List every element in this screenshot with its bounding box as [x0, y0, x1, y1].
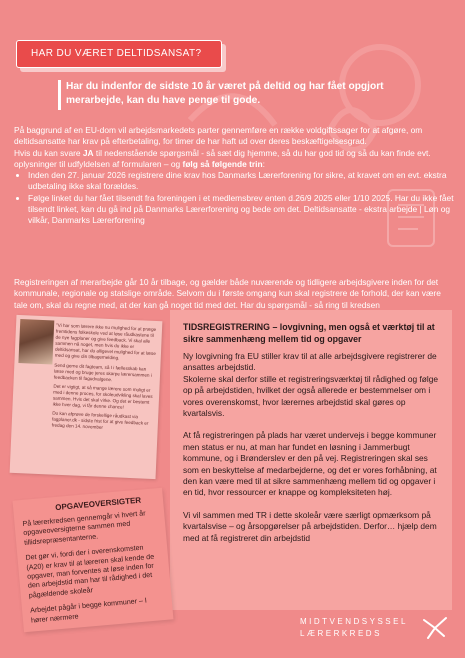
opgaveoversigter-title: OPGAVEOVERSIGTER: [54, 495, 142, 513]
intro-p2-ja: JA: [82, 147, 94, 158]
list-item: • Inden den 27. januar 2026 registrere dine krav hos Danmarks Lærerforening for sikre, at kravet om en evt. ekstra udbetaling ikke skal forældes.: [28, 170, 454, 193]
right-paragraph-1: [183, 351, 445, 419]
right-p1-text: Ny lovgivning fra EU stiller krav til at alle arbejdsgivere registrerer de ansattes arbejdstid.: [183, 351, 437, 373]
quote-paragraph: Send gerne dit fagteam, så I i fællesskab kan læse med og bruge jeres skarpe lærersammen i feedbacken til fagudvalgene.: [53, 362, 152, 382]
bird-icon: [422, 614, 448, 640]
right-paragraph-2: At få registreringen på plads har været undervejs i begge kommuner men status er nu, at man har fundet en løsning i Jammerbugt kommune, og i Brønderslev er den på vej. Registreringen skal ses som en beskyttelse af medarbejderne, og det er vores forhåbning, at den kan være med til at sikre sammenhæng mellem tid og opgaver i en tid, hvor ressourcer er knappe og kompleksiteten høj.: [183, 430, 437, 498]
logo-line-1: MIDTVENDSYSSEL: [300, 617, 408, 626]
list-item: • Følge linket du har fået tilsendt fra foreningen i et medlemsbrev enten d.26/9 2025 eller 1/10 2025. Har du ikke fået tilsendt linket, kan du gå ind på Danmarks Lærerforening og bede om det. Deltidsansatte - ekstra arbejde | Løn og vilkår, Danmarks Lærerforening: [28, 193, 454, 227]
left-paragraph-1: På lærerkredsen gennemgår vi hvert år opgaveoversigterne sammen med tillidsrepræsentanterne.: [22, 509, 146, 547]
logo-line-2: LÆRERKREDS: [300, 629, 382, 638]
page-title: HAR DU VÆRET DELTIDSANSAT?: [31, 48, 202, 59]
opgaveoversigter-card: [13, 488, 174, 633]
right-paragraph-3: Vi vil sammen med TR i dette skoleår være særligt opmærksom på kvartalsvise – og årsopgørelser på arbejdstiden. Derfor… hjælp dem med at få registreret din arbejdstid: [183, 509, 437, 543]
lead-accent-bar: [58, 80, 61, 110]
portrait-photo: [18, 319, 54, 364]
left-paragraph-3: Arbejdet pågår i begge kommuner – I hører nærmere: [29, 596, 148, 625]
intro-paragraph-1: På baggrund af en EU-dom vil arbejdsmarkedets parter gennemføre en række voldgiftssager for at afgøre, om deltidsansatte har krav på efterbetaling, for timer de har haft ud over deres beskæftigelsesgrad.: [14, 125, 423, 147]
lead-text: Har du indenfor de sidste 10 år været på deltid og har fået opgjort merarbejde, kan du have penge til gode.: [66, 81, 384, 106]
right-card-body: [183, 351, 445, 555]
steps-list: [14, 170, 454, 226]
kreds-logo: [300, 614, 450, 644]
intro-p2-part-b: til nedenstående spørgsmål - så sæt dig hjemme, så du har god tid og så du kan finde evt. oplysninger til udfyldelsen af formularen – og: [14, 147, 431, 169]
quote-card: [10, 315, 163, 479]
intro-p2-steps: følg så følgende trin: [182, 158, 263, 169]
intro-paragraph-3: Registreringen af merarbejde går 10 år tilbage, og gælder både nuværende og tidligere arbejdsgivere inden for det kommunale, regionale og statslige område. Selvom du i første omgang kun skal registrere de forhold, der kan være tale om, skal du regne med, at der kan gå noget tid med det. Har du spørgsmål - så ring til kredsen: [14, 277, 441, 310]
intro-p2-colon: :: [262, 158, 265, 169]
title-box: [16, 40, 222, 68]
quote-paragraph: Du kan afprøve de forskellige råudkast via fagplaner.dk - sidste frist for at give feedback er fredag den 14. november: [51, 410, 149, 431]
intro-paragraph-2: [14, 148, 454, 171]
quote-paragraph: "Vi har som lærere ikke nu mulighed for at præge fremtidens folkeskole ved at løse råudkastene til de nye fagplaner og give feedback. Vi skal alle sammen nå noget, men hvis du ikke er deltidsansat, har du alligevel mulighed for at læse med og give din tilbagemelding.: [54, 322, 157, 361]
intro-section: [14, 125, 454, 227]
right-p1b-text: Skolerne skal derfor stille et registreringsværktøj til rådighed og følge op på arbejdstiden, hvilket der også allerede er bestemmelser om i vores overenskomst, hvor lærernes arbejdstid skal gøres op kvartalsvis.: [183, 373, 439, 419]
quote-text: [51, 323, 158, 437]
left-paragraph-2: Det gør vi, fordi der i overenskomsten (A20) er krav til at læreren skal kende de opgaver, man forventes at løse inden for den arbejdstid man har til rådighed i det pågældende skoleår: [25, 543, 155, 600]
opgaveoversigter-body: [22, 508, 167, 631]
quote-paragraph: Det er vigtigt, at så mange lærere som muligt er med i denne proces, for skoleudvikling skal laves sammen. Hvis det skal virke. Og det er bestemt ikke hver dag, vi får denne chance!: [52, 383, 153, 410]
right-card-heading: TIDSREGISTRERING – lovgivning, men også et værktøj til at sikre sammenhæng mellem tid og opgaver: [183, 322, 435, 344]
intro-p2-part-a: Hvis du kan svare: [14, 147, 83, 158]
